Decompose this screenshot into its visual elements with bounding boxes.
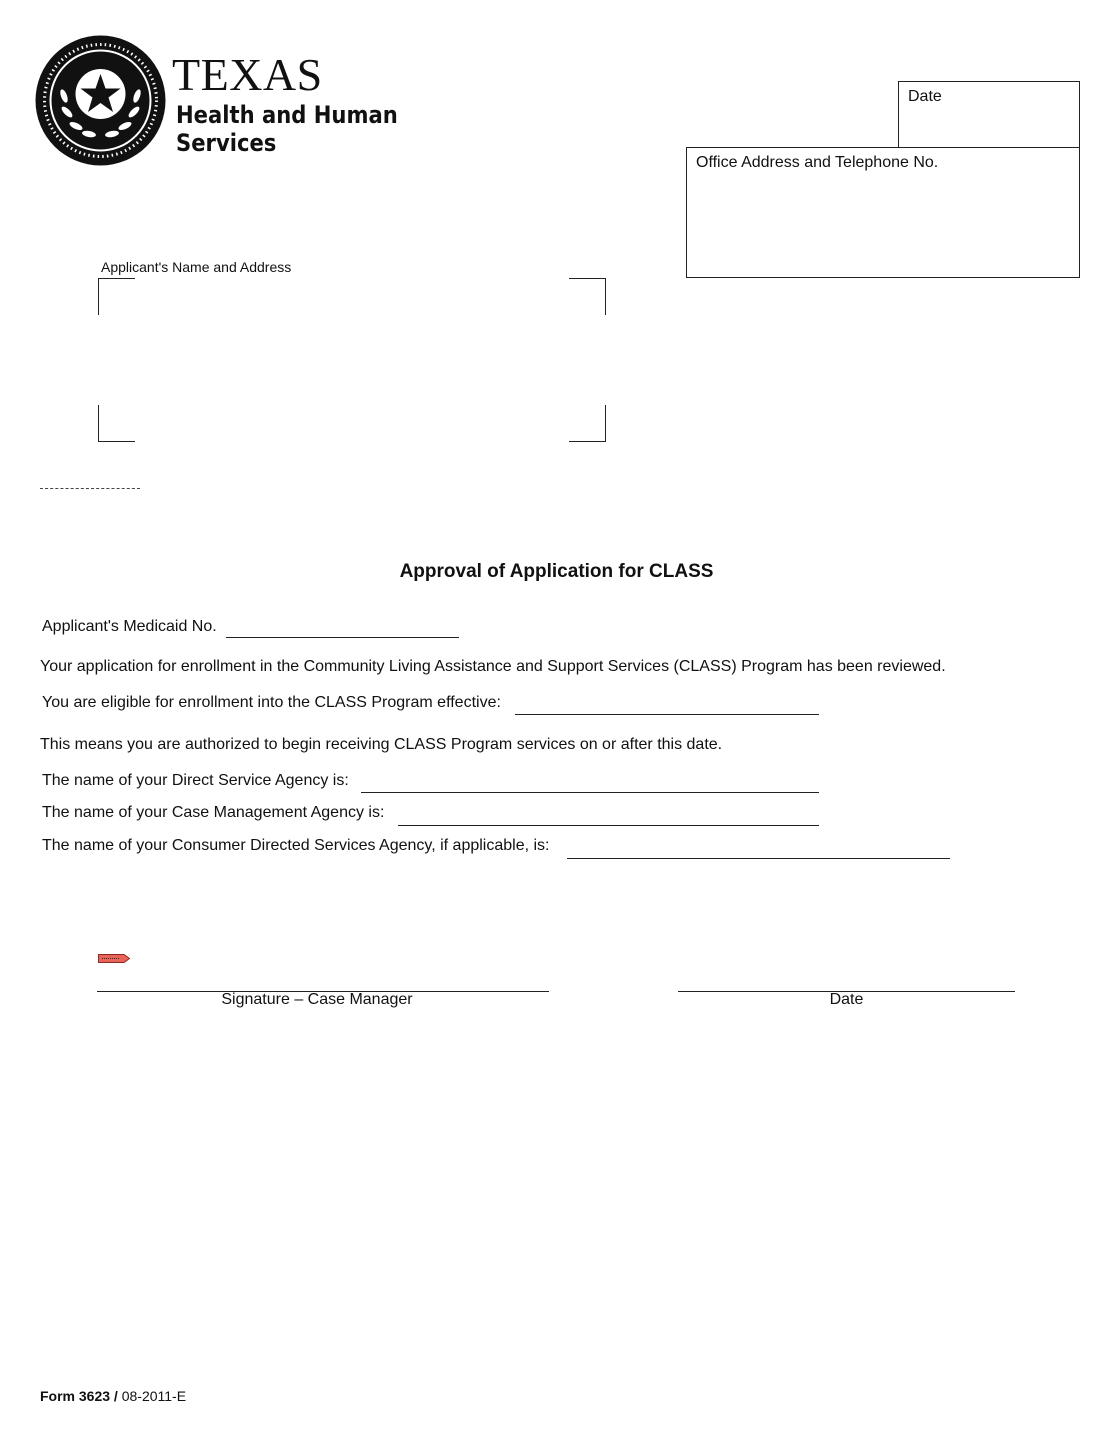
eligible-label: You are eligible for enrollment into the CLASS Program effective: bbox=[42, 694, 501, 711]
brand-texas: TEXAS bbox=[172, 49, 323, 100]
fold-line bbox=[40, 488, 140, 489]
direct-agency-field[interactable] bbox=[361, 792, 819, 793]
corner-top-left bbox=[98, 278, 135, 315]
sign-here-tag-icon[interactable] bbox=[98, 954, 130, 963]
office-box-label: Office Address and Telephone No. bbox=[696, 154, 939, 171]
cds-agency-field[interactable] bbox=[567, 858, 950, 859]
form-title: Approval of Application for CLASS bbox=[399, 561, 714, 582]
corner-top-right bbox=[569, 278, 606, 315]
form-footer bbox=[40, 1388, 186, 1404]
signature-date-caption: Date bbox=[829, 991, 864, 1008]
review-text: Your application for enrollment in the Community Living Assistance and Support Services (CLASS) Program has been reviewed. bbox=[40, 658, 946, 675]
corner-bottom-right bbox=[569, 405, 606, 442]
brand-health-human: Health and Human bbox=[176, 101, 398, 129]
form-number: Form 3623 / bbox=[40, 1388, 118, 1404]
case-mgmt-label: The name of your Case Management Agency is: bbox=[42, 804, 385, 821]
brand-services: Services bbox=[176, 129, 277, 157]
medicaid-label: Applicant's Medicaid No. bbox=[42, 618, 217, 635]
date-box-label: Date bbox=[908, 88, 942, 105]
form-date: 08-2011-E bbox=[117, 1388, 187, 1404]
case-mgmt-field[interactable] bbox=[398, 825, 819, 826]
direct-agency-label: The name of your Direct Service Agency is: bbox=[42, 772, 349, 789]
office-address-box[interactable] bbox=[686, 147, 1080, 278]
applicant-address-label: Applicant's Name and Address bbox=[101, 259, 292, 275]
medicaid-field[interactable] bbox=[226, 637, 459, 638]
applicant-address-window bbox=[98, 278, 606, 442]
cds-agency-label: The name of your Consumer Directed Services Agency, if applicable, is: bbox=[42, 837, 550, 854]
effective-date-field[interactable] bbox=[515, 714, 819, 715]
signature-caption: Signature – Case Manager bbox=[221, 991, 413, 1008]
authorized-text: This means you are authorized to begin receiving CLASS Program services on or after this date. bbox=[40, 736, 723, 753]
date-box[interactable] bbox=[898, 81, 1080, 148]
corner-bottom-left bbox=[98, 405, 135, 442]
texas-seal-logo bbox=[34, 34, 167, 167]
